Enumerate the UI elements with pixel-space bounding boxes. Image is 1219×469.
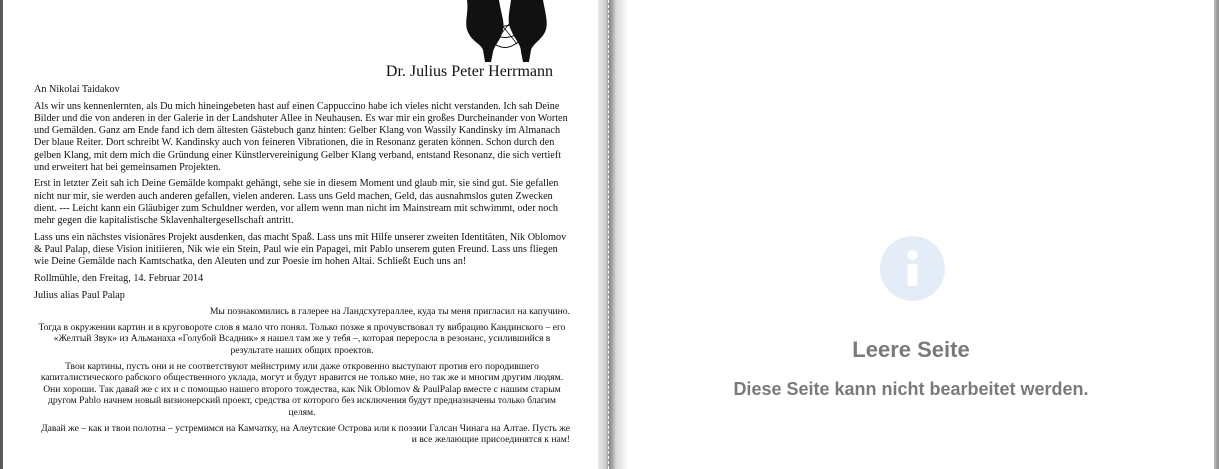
notice-title: Leere Seite [852,337,970,362]
notice-message: Diese Seite kann nicht bearbeitet werden. [733,379,1089,399]
paragraph: Lass uns ein nächstes visionäres Projekt ausdenken, das macht Spaß. Lass uns mit Hilfe unserer zweiten Identitäten, Nik Oblomov & Paul Palap, diese Vision initiieren, Nik wie ein Stein, Paul wie ein Papagei, mit Pablo unserem guten Freund. Lass uns fliegen wie Deine Gemälde nach Kamtschatka, den Aleuten und zur Poesie im hohen Altai. Schließt Euch uns an! [34,231,567,268]
signature: Julius alias Paul Palap [34,289,125,301]
author-name: Dr. Julius Peter Herrmann [385,63,553,80]
hands-logo-icon [459,0,551,62]
left-page[interactable] [3,0,598,469]
letter-body [34,84,570,450]
right-page[interactable] [628,0,1214,469]
place-date: Rollmühle, den Freitag, 14. Februar 2014 [34,272,204,284]
russian-paragraph: Мы познакомились в галерее на Ландсхутераллее, куда ты меня пригласил на капучино. [209,306,570,318]
spine-fold-line [608,0,609,469]
paragraph: Erst in letzter Zeit sah ich Deine Gemälde kompakt gehängt, sehe sie in diesem Moment und glaub mir, sie sind gut. Sie gefallen nicht nur mir, sie werden auch anderen gefallen, vielen anderen. Lass uns Geld machen, Geld, das ausnahmslos guten Zwecken dient. --- Leicht kann ein Gläubiger zum Schuldner werden, vor allem wenn man nicht im Mainstream mit schwimmt, oder noch mehr gegen die kapitalistische Sklavenhaltergesellschaft antritt. [34,178,559,227]
paragraph: Als wir uns kennenlernten, als Du mich hineingebeten hast auf einen Cappuccino habe ich vieles nicht verstanden. Ich sah Deine Bilder und die von anderen in der Galerie in der Landshuter Allee in Neuhausen. Es war mir ein großes Durcheinander von Worten und Gemälden. Ganz am Ende fand ich dem ältesten Gästebuch ganz hinten: Gelber Klang von Wassily Kandinsky im Almanach Der blaue Reiter. Dort schreibt W. Kandinsky auch von feineren Vibrationen, die in Resonanz geraten können. Schon durch den gelben Klang, mit dem mich die Gründung einer Künstlervereinigung Gelber Klang verband, entstand Resonanz, die sich vertieft und erweitert hat bei gemeinsamen Projekten. [34,100,568,173]
salutation: An Nikolai Taidakov [34,84,120,95]
right-page-edge [1214,0,1219,469]
info-icon [880,236,945,301]
russian-paragraph: Твои картины, пусть они и не соответствуют мейнстриму или даже откровенно выступают против его породившего капиталистического рабского общественного уклада, могут и будут нравится не только мне, но так же и многим другим людям. Они хороши. Так давай же с их и с помощью нашего второго тождества, как Nik Oblomov & PaulPalap вместе с нашим старым другом Pablo начнем новый визионерский проект, средства от которого без исключения будут предназначены только благим целям. [40,360,564,418]
russian-paragraph: Давай же – как и твои полотна – устремимся на Камчатку, на Алеутские Острова или к поэзии Галсан Чинага на Алтае. Пусть же и все желающие присоединятся к нам! [41,422,570,446]
book-spine [598,0,628,469]
russian-paragraph: Тогда в окружении картин и в круговороте слов я мало что понял. Только позже я прочувствовал ту вибрацию Кандинского – его «Желтый Звук» из Альманаха «Голубой Всадник» я нашел там же у тебя –, которая переросла в резонанс, усилившийся в результате наших общих проектов. [38,321,566,357]
